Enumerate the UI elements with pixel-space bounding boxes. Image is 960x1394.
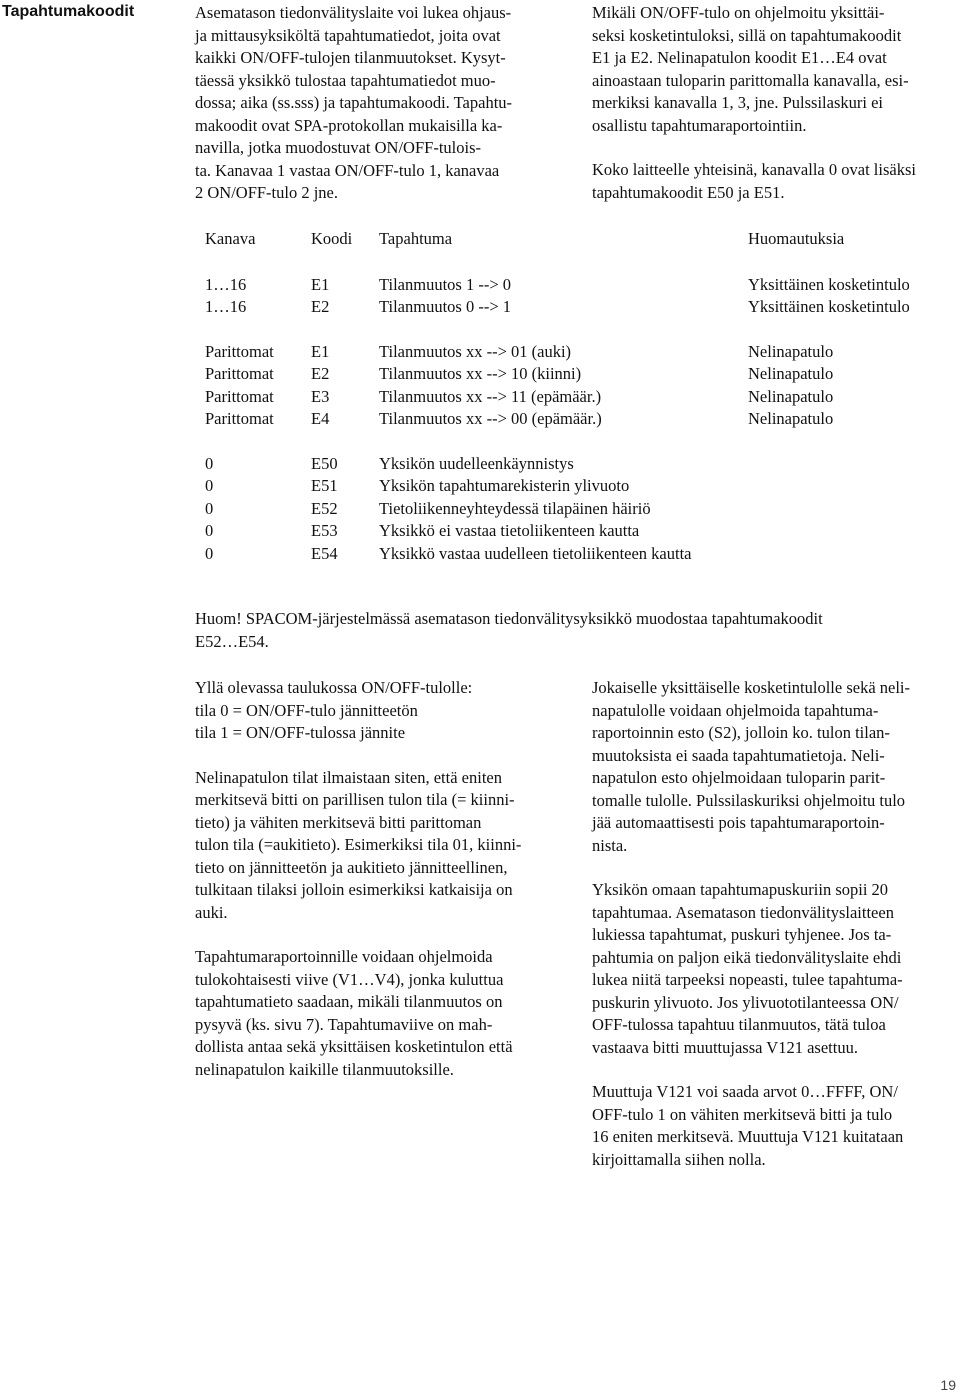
text-line: tieto on jännitteetön ja aukitieto jännitteellinen, (195, 857, 508, 877)
text-line: OFF-tulo 1 on vähiten merkitsevä bitti ja tulo (592, 1104, 893, 1124)
text-line: Yksikön omaan tapahtumapuskuriin sopii 20 (592, 880, 889, 899)
cell-event: Tilanmuutos xx --> 11 (epämäär.) (379, 386, 602, 406)
text-line: kaikki ON/OFF-tulojen tilanmuutokset. Kysyt- (195, 48, 506, 67)
cell-code: E2 (311, 297, 330, 316)
cell-channel: 0 (205, 476, 214, 495)
table-group-unit-events (205, 453, 925, 588)
text-line: osallistu tapahtumaraportointiin. (592, 115, 807, 135)
table-row (205, 453, 925, 476)
text-line: pysyvä (ks. sivu 7). Tapahtumaviive on mah- (195, 1014, 493, 1034)
cell-channel: Parittomat (205, 341, 274, 361)
text-line: lukea niitä tarpeeksi nopeasti, tulee tapahtuma- (592, 970, 903, 989)
cell-event: Yksikkö ei vastaa tietoliikenteen kautta (379, 521, 640, 540)
table-row (205, 296, 925, 319)
section-title: Tapahtumakoodit (2, 3, 135, 20)
cell-code: E4 (311, 409, 330, 428)
bottom-right-text (592, 677, 958, 1171)
text-line: dollista antaa sekä yksittäisen kosketintulon että (195, 1037, 513, 1056)
cell-event: Tilanmuutos 0 --> 1 (379, 297, 511, 316)
cell-code: E51 (311, 476, 338, 495)
text-line: jää automaattisesti pois tapahtumaraportoin- (592, 813, 885, 832)
text-line: Huom! SPACOM-järjestelmässä asematason tiedonvälitysyksikkö muodostaa tapahtumakoodit (195, 609, 823, 628)
text-line: Mikäli ON/OFF-tulo on ohjelmoitu yksittäi- (592, 3, 885, 22)
table-group-single-inputs (205, 274, 925, 319)
cell-event: Yksikkö vastaa uudelleen tietoliikenteen kautta (379, 543, 692, 563)
text-line: tapahtumatieto saadaan, mikäli tilanmuutos on (195, 992, 503, 1011)
table-row (205, 543, 925, 588)
text-line: tila 0 = ON/OFF-tulo jännitteetön (195, 700, 418, 720)
text-line: muutoksista ei saada tapahtumatietoja. Neli- (592, 745, 885, 765)
text-line: tomalle tulolle. Pulssilaskuriksi ohjelmoitu tulo (592, 790, 906, 810)
text-line: napatulolle voidaan ohjelmoida tapahtuma- (592, 700, 879, 720)
text-line: vastaava bitti muuttujassa V121 asettuu. (592, 1037, 858, 1057)
text-line: Muuttuja V121 voi saada arvot 0…FFFF, ON/ (592, 1082, 898, 1101)
cell-channel: 1…16 (205, 297, 247, 316)
table-row (205, 386, 925, 409)
cell-code: E53 (311, 521, 338, 540)
text-line: tulon tila (=aukitieto). Esimerkiksi tila 01, kiinni- (195, 835, 522, 854)
text-line: Yllä olevassa taulukossa ON/OFF-tulolle: (195, 678, 473, 697)
cell-channel: 0 (205, 521, 214, 540)
text-line: puskurin ylivuoto. Jos ylivuototilanteessa ON/ (592, 992, 899, 1012)
table-row (205, 341, 925, 364)
table-row (205, 475, 925, 498)
table-row (205, 274, 925, 297)
cell-code: E1 (311, 274, 330, 294)
text-line: lukiessa tapahtumat, puskuri tyhjenee. Jos ta- (592, 925, 892, 944)
cell-event: Yksikön tapahtumarekisterin ylivuoto (379, 476, 630, 495)
cell-channel: 0 (205, 498, 214, 518)
page-number: 19 (940, 1377, 956, 1393)
text-line: auki. (195, 902, 228, 922)
text-line: Tapahtumaraportoinnille voidaan ohjelmoida (195, 947, 493, 966)
text-line: tieto) ja vähiten merkitsevä bitti parittoman (195, 812, 482, 832)
text-line: navilla, jotka muodostuvat ON/OFF-tulois- (195, 138, 481, 157)
text-line: tulokohtaisesti viive (V1…V4), jonka kuluttua (195, 969, 504, 989)
cell-event: Tietoliikenneyhteydessä tilapäinen häiriö (379, 498, 651, 518)
text-line: merkiksi kanavalla 1, 3, jne. Pulssilaskuri ei (592, 93, 883, 112)
intro-right-text (592, 2, 958, 204)
text-line: seksi kosketintuloksi, sillä on tapahtumakoodit (592, 25, 902, 45)
text-line: pahtumia on paljon eikä tiedonvälityslaite ehdi (592, 947, 902, 967)
text-line: napatulon esto ohjelmoidaan tuloparin parit- (592, 768, 886, 787)
text-line: ta. Kanavaa 1 vastaa ON/OFF-tulo 1, kanavaa (195, 160, 500, 180)
text-line: kirjoittamalla siihen nolla. (592, 1149, 766, 1169)
note-text (195, 608, 957, 653)
cell-event: Tilanmuutos xx --> 01 (auki) (379, 341, 572, 361)
text-line: ainoastaan tuloparin parittomalla kanavalla, esi- (592, 70, 909, 90)
text-line: dossa; aika (ss.sss) ja tapahtumakoodi. Tapahtu- (195, 93, 513, 112)
text-line: makoodit ovat SPA-protokollan mukaisilla ka- (195, 115, 503, 135)
cell-channel: 0 (205, 453, 214, 473)
text-line: E52…E54. (195, 631, 269, 651)
cell-code: E3 (311, 386, 330, 406)
cell-notes: Yksittäinen kosketintulo (748, 274, 910, 294)
header-notes: Huomautuksia (748, 229, 845, 248)
text-line: nelinapatulon kaikille tilanmuutoksille. (195, 1059, 454, 1079)
cell-channel: Parittomat (205, 386, 274, 406)
text-line: tapahtumaa. Asematason tiedonvälityslaitteen (592, 902, 894, 922)
header-event: Tapahtuma (379, 229, 453, 248)
text-line: OFF-tulossa tapahtuu tilanmuutos, tätä tuloa (592, 1015, 886, 1034)
cell-event: Tilanmuutos 1 --> 0 (379, 274, 511, 294)
text-line: Asematason tiedonvälityslaite voi lukea ohjaus- (195, 3, 512, 22)
cell-code: E52 (311, 498, 338, 518)
table-row (205, 408, 925, 431)
cell-event: Tilanmuutos xx --> 10 (kiinni) (379, 364, 582, 383)
table-row (205, 498, 925, 521)
cell-event: Tilanmuutos xx --> 00 (epämäär.) (379, 409, 602, 428)
text-line: E1 ja E2. Nelinapatulon koodit E1…E4 ovat (592, 48, 887, 67)
text-line: ja mittausyksiköltä tapahtumatiedot, joita ovat (195, 25, 501, 45)
header-channel: Kanava (205, 229, 256, 248)
table-row (205, 363, 925, 386)
cell-code: E2 (311, 364, 330, 383)
cell-code: E50 (311, 453, 338, 473)
intro-left-text (195, 2, 567, 205)
cell-channel: Parittomat (205, 364, 274, 383)
text-line: tapahtumakoodit E50 ja E51. (592, 182, 785, 202)
bottom-left-text (195, 677, 567, 1081)
cell-notes: Yksittäinen kosketintulo (748, 297, 910, 316)
text-line: Koko laitteelle yhteisinä, kanavalla 0 ovat lisäksi (592, 160, 916, 179)
text-line: 16 eniten merkitsevä. Muuttuja V121 kuitataan (592, 1127, 904, 1146)
text-line: täessä yksikkö tulostaa tapahtumatiedot muo- (195, 70, 496, 90)
header-code: Koodi (311, 229, 353, 248)
text-line: raportoinnin esto (S2), jolloin ko. tulon tilan- (592, 723, 890, 742)
text-line: merkitsevä bitti on parillisen tulon tila (= kiinni- (195, 790, 515, 809)
cell-code: E1 (311, 341, 330, 361)
cell-channel: 0 (205, 543, 214, 563)
text-line: Nelinapatulon tilat ilmaistaan siten, että eniten (195, 767, 502, 787)
text-line: nista. (592, 835, 628, 855)
cell-channel: Parittomat (205, 409, 274, 428)
event-code-table (205, 228, 925, 610)
cell-event: Yksikön uudelleenkäynnistys (379, 453, 574, 473)
text-line: Jokaiselle yksittäiselle kosketintulolle sekä neli- (592, 678, 911, 697)
text-line: tila 1 = ON/OFF-tulossa jännite (195, 723, 406, 742)
table-header (205, 228, 925, 251)
text-line: tulkitaan tilaksi jolloin esimerkiksi katkaisija on (195, 880, 513, 899)
table-row (205, 520, 925, 543)
table-group-four-pole-inputs (205, 341, 925, 431)
cell-notes: Nelinapatulo (748, 341, 834, 361)
cell-notes: Nelinapatulo (748, 364, 834, 383)
cell-notes: Nelinapatulo (748, 386, 834, 406)
cell-notes: Nelinapatulo (748, 409, 834, 428)
text-line: 2 ON/OFF-tulo 2 jne. (195, 183, 339, 202)
cell-code: E54 (311, 543, 338, 563)
cell-channel: 1…16 (205, 274, 247, 294)
